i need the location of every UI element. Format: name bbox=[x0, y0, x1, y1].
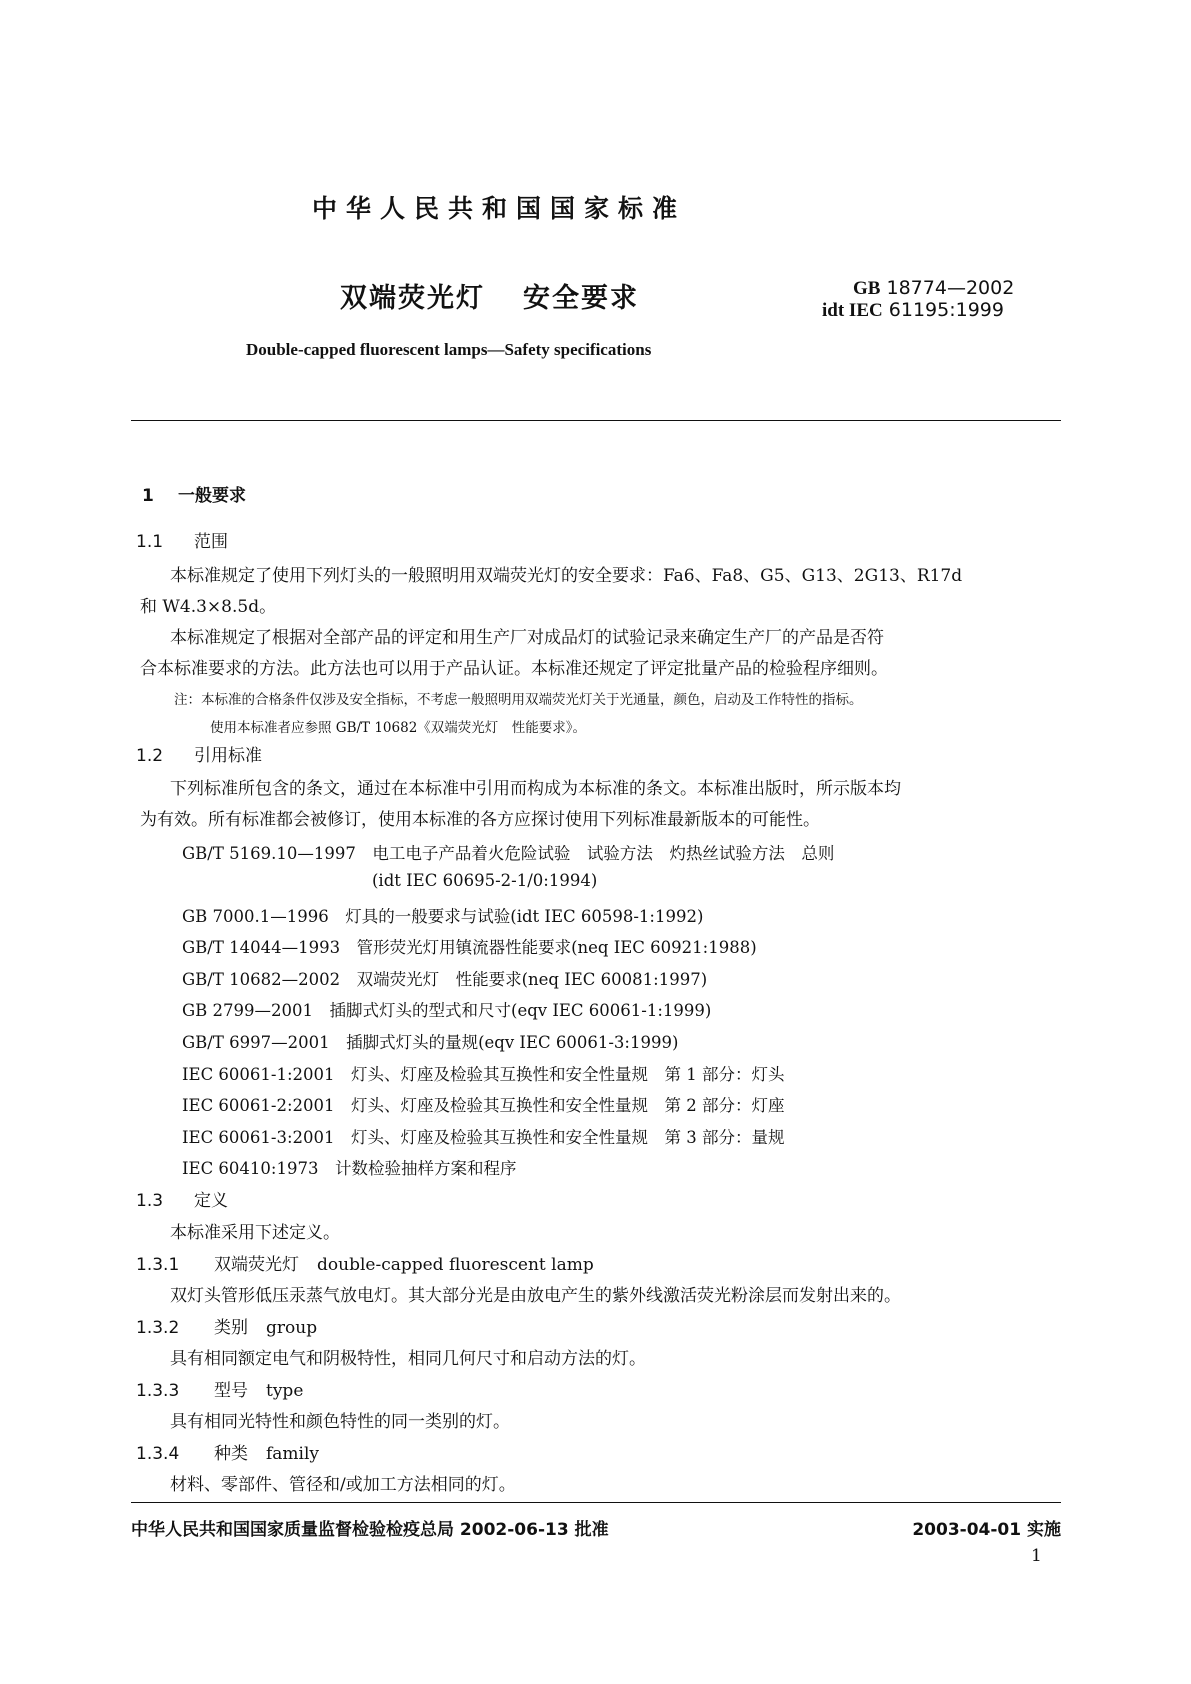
clause-1-1-heading bbox=[136, 527, 228, 552]
definitions-intro: 本标准采用下述定义。 bbox=[170, 1223, 340, 1243]
section-title: 一般要求 bbox=[178, 486, 246, 506]
clause-number: 1.3 bbox=[136, 1191, 164, 1211]
scope-para1-line1: 本标准规定了使用下列灯头的一般照明用双端荧光灯的安全要求：Fa6、Fa8、G5、G13、2G13、R17d bbox=[170, 566, 963, 586]
section-number: 1 bbox=[142, 486, 154, 506]
clause-title: 定义 bbox=[194, 1191, 228, 1211]
reference-item: GB/T 14044—1993 管形荧光灯用镇流器性能要求(neq IEC 60921:1988) bbox=[182, 938, 757, 957]
reference-item: IEC 60061-2:2001 灯头、灯座及检验其互换性和安全性量规 第 2 部分：灯座 bbox=[182, 1096, 785, 1115]
clause-title: 引用标准 bbox=[194, 746, 262, 766]
definition-term-en: type bbox=[266, 1381, 304, 1401]
clause-number: 1.2 bbox=[136, 746, 164, 766]
title-cn-part2: 安全要求 bbox=[523, 283, 639, 314]
page-number: 1 bbox=[1031, 1546, 1042, 1566]
definition-term-en: group bbox=[266, 1318, 318, 1338]
standard-code-prefix: GB bbox=[853, 278, 881, 299]
standard-title-en: Double-capped fluorescent lamps—Safety specifications bbox=[246, 340, 652, 359]
definition-term-en: family bbox=[266, 1444, 320, 1464]
reference-item: GB 7000.1—1996 灯具的一般要求与试验(idt IEC 60598-1:1992) bbox=[182, 907, 704, 926]
footer-divider bbox=[131, 1502, 1061, 1503]
scope-para2-line1: 本标准规定了根据对全部产品的评定和用生产厂对成品灯的试验记录来确定生产厂的产品是否符 bbox=[170, 628, 884, 648]
definition-heading bbox=[136, 1439, 319, 1464]
clause-1-2-heading bbox=[136, 741, 262, 766]
title-cn-part1: 双端荧光灯 bbox=[340, 283, 485, 314]
reference-item: IEC 60410:1973 计数检验抽样方案和程序 bbox=[182, 1159, 517, 1178]
definition-term: 类别 bbox=[214, 1318, 248, 1338]
reference-item: GB/T 5169.10—1997 电工电子产品着火危险试验 试验方法 灼热丝试验方法 总则 bbox=[182, 844, 835, 863]
effective-date: 2003-04-01 实施 bbox=[912, 1520, 1061, 1540]
references-para-line1: 下列标准所包含的条文，通过在本标准中引用而构成为本标准的条文。本标准出版时，所示版本均 bbox=[170, 779, 901, 799]
nation-standard-title: 中华人民共和国国家标准 bbox=[312, 194, 687, 223]
definition-term: 种类 bbox=[214, 1444, 248, 1464]
scope-note-line1: 注：本标准的合格条件仅涉及安全指标，不考虑一般照明用双端荧光灯关于光通量，颜色，启动及工作特性的指标。 bbox=[174, 692, 863, 708]
references-para-line2: 为有效。所有标准都会被修订，使用本标准的各方应探讨使用下列标准最新版本的可能性。 bbox=[140, 810, 820, 830]
standard-code-number: 18774—2002 bbox=[886, 277, 1015, 299]
definition-heading bbox=[136, 1313, 317, 1338]
definition-number: 1.3.2 bbox=[136, 1318, 180, 1338]
standard-code bbox=[853, 277, 1014, 300]
definition-number: 1.3.3 bbox=[136, 1381, 180, 1401]
scope-note-line2: 使用本标准者应参照 GB/T 10682《双端荧光灯 性能要求》。 bbox=[210, 720, 587, 736]
reference-item: IEC 60061-1:2001 灯头、灯座及检验其互换性和安全性量规 第 1 部分：灯头 bbox=[182, 1065, 785, 1084]
definition-number: 1.3.1 bbox=[136, 1255, 180, 1275]
scope-para2-line2: 合本标准要求的方法。此方法也可以用于产品认证。本标准还规定了评定批量产品的检验程序细则。 bbox=[140, 659, 888, 679]
reference-item: GB 2799—2001 插脚式灯头的型式和尺寸(eqv IEC 60061-1:1999) bbox=[182, 1001, 712, 1020]
standard-title-cn bbox=[340, 276, 639, 315]
definition-term: 双端荧光灯 bbox=[214, 1255, 299, 1275]
reference-item: IEC 60061-3:2001 灯头、灯座及检验其互换性和安全性量规 第 3 部分：量规 bbox=[182, 1128, 785, 1147]
definition-heading bbox=[136, 1376, 303, 1401]
equivalent-code bbox=[822, 299, 1004, 322]
equivalent-code-prefix: idt IEC bbox=[822, 300, 883, 321]
definition-text: 具有相同光特性和颜色特性的同一类别的灯。 bbox=[170, 1412, 510, 1432]
definition-heading bbox=[136, 1250, 594, 1275]
definition-number: 1.3.4 bbox=[136, 1444, 180, 1464]
clause-number: 1.1 bbox=[136, 532, 164, 552]
section-1-heading bbox=[142, 481, 246, 506]
approval-line: 中华人民共和国国家质量监督检验检疫总局 2002-06-13 批准 bbox=[131, 1520, 609, 1540]
definition-term-en: double-capped fluorescent lamp bbox=[317, 1255, 594, 1275]
clause-1-3-heading bbox=[136, 1186, 228, 1211]
header-divider bbox=[131, 420, 1061, 421]
definition-text: 材料、零部件、管径和/或加工方法相同的灯。 bbox=[170, 1475, 516, 1495]
reference-item: GB/T 10682—2002 双端荧光灯 性能要求(neq IEC 60081:1997) bbox=[182, 970, 708, 989]
reference-item: GB/T 6997—2001 插脚式灯头的量规(eqv IEC 60061-3:1999) bbox=[182, 1033, 679, 1052]
clause-title: 范围 bbox=[194, 532, 228, 552]
reference-item-continuation: (idt IEC 60695-2-1/0:1994) bbox=[372, 871, 598, 890]
equivalent-code-number: 61195:1999 bbox=[888, 299, 1004, 321]
definition-text: 具有相同额定电气和阴极特性，相同几何尺寸和启动方法的灯。 bbox=[170, 1349, 646, 1369]
definition-term: 型号 bbox=[214, 1381, 248, 1401]
scope-para1-line2: 和 W4.3×8.5d。 bbox=[140, 597, 277, 617]
definition-text: 双灯头管形低压汞蒸气放电灯。其大部分光是由放电产生的紫外线激活荧光粉涂层而发射出来的。 bbox=[170, 1286, 901, 1306]
